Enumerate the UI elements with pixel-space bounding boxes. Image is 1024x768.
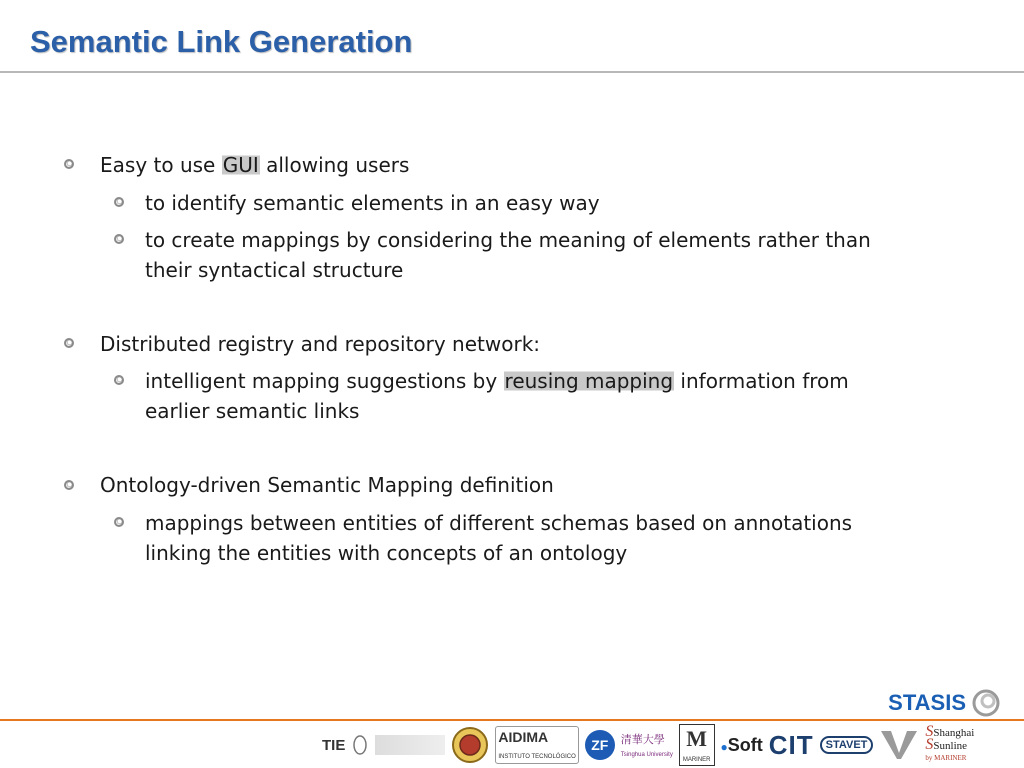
stasis-swirl-icon — [971, 688, 1001, 718]
sub-bullet-1-1-text: to identify semantic elements in an easy way — [145, 191, 600, 215]
shanghai-text: Shanghai — [933, 727, 975, 739]
bullet-3-text: Ontology-driven Semantic Mapping definition — [100, 473, 554, 497]
sub-bullet-icon — [114, 197, 124, 207]
v-logo — [879, 729, 919, 761]
mariner-name: MARINER — [682, 757, 711, 763]
sub-bullet-2-1-prefix: intelligent mapping suggestions by — [145, 369, 504, 393]
tsinghua-chinese: 清華大學 — [620, 734, 665, 746]
slide-title: Semantic Link Generation — [30, 24, 413, 59]
bullet-1 — [100, 150, 409, 180]
cit-logo: CIT — [768, 729, 814, 760]
tie-swirl-icon — [351, 734, 369, 756]
sub-bullet-icon — [114, 517, 124, 527]
bullet-2 — [100, 329, 540, 359]
sub-bullet-2-1 — [145, 366, 849, 396]
sub-bullet-3-1-line1: mappings between entities of different schemas based on annotations — [145, 511, 853, 535]
mariner-m: M — [686, 726, 708, 751]
partner-logos — [322, 724, 974, 766]
aidima-name: AIDIMA — [498, 729, 549, 745]
sub-bullet-1-1 — [145, 188, 600, 218]
footer-divider — [0, 719, 1024, 721]
stasis-brand: STASIS — [888, 690, 966, 715]
university-seal-logo — [451, 726, 489, 764]
sub-bullet-1-2 — [145, 225, 871, 255]
tie-logo: TIE — [322, 736, 346, 754]
bullet-1-text — [100, 150, 409, 180]
reusing-mapping-highlight: reusing mapping — [504, 369, 674, 393]
sub-bullet-2-1-suffix: information from — [674, 369, 849, 393]
sub-bullet-icon — [114, 234, 124, 244]
sub-bullet-2-1-line2: earlier semantic links — [145, 399, 360, 423]
bullet-icon — [64, 159, 74, 169]
tsinghua-english: Tsinghua University — [620, 752, 673, 758]
soft-logo: ●Soft — [720, 734, 763, 755]
bullet-icon — [64, 338, 74, 348]
soft-name: Soft — [727, 734, 763, 755]
gui-highlight: GUI — [222, 153, 259, 177]
aidima-logo — [495, 726, 578, 764]
bullet-icon — [64, 480, 74, 490]
sub-bullet-3-1 — [145, 508, 852, 538]
sub-bullet-2-1-line1 — [145, 366, 849, 396]
sub-bullet-1-2-cont — [145, 255, 403, 285]
sub-bullet-3-1-line2: linking the entities with concepts of an ontology — [145, 541, 628, 565]
bullet-1-prefix: Easy to use — [100, 153, 222, 177]
stavet-logo: STAVET — [820, 736, 874, 754]
sub-bullet-3-1-cont — [145, 538, 627, 568]
shanghai-sunline-logo: SShanghai SSunline by MARINER — [925, 723, 975, 762]
bullet-1-suffix: allowing users — [259, 153, 410, 177]
sunline-text: Sunline — [933, 740, 968, 752]
by-mariner-text: by MARINER — [925, 754, 967, 762]
bullet-3 — [100, 470, 554, 500]
sub-bullet-icon — [114, 375, 124, 385]
tsinghua-logo — [621, 731, 673, 759]
aidima-subtitle: INSTITUTO TECNOLÓGICO — [498, 754, 576, 760]
mariner-logo — [679, 724, 715, 766]
bullet-2-text: Distributed registry and repository network: — [100, 332, 541, 356]
zf-logo: ZF — [585, 730, 615, 760]
sub-bullet-2-1-cont — [145, 396, 359, 426]
sub-bullet-1-2-line1: to create mappings by considering the meaning of elements rather than — [145, 228, 871, 252]
partner-banner-logo — [375, 735, 445, 755]
sub-bullet-1-2-line2: their syntactical structure — [145, 258, 404, 282]
